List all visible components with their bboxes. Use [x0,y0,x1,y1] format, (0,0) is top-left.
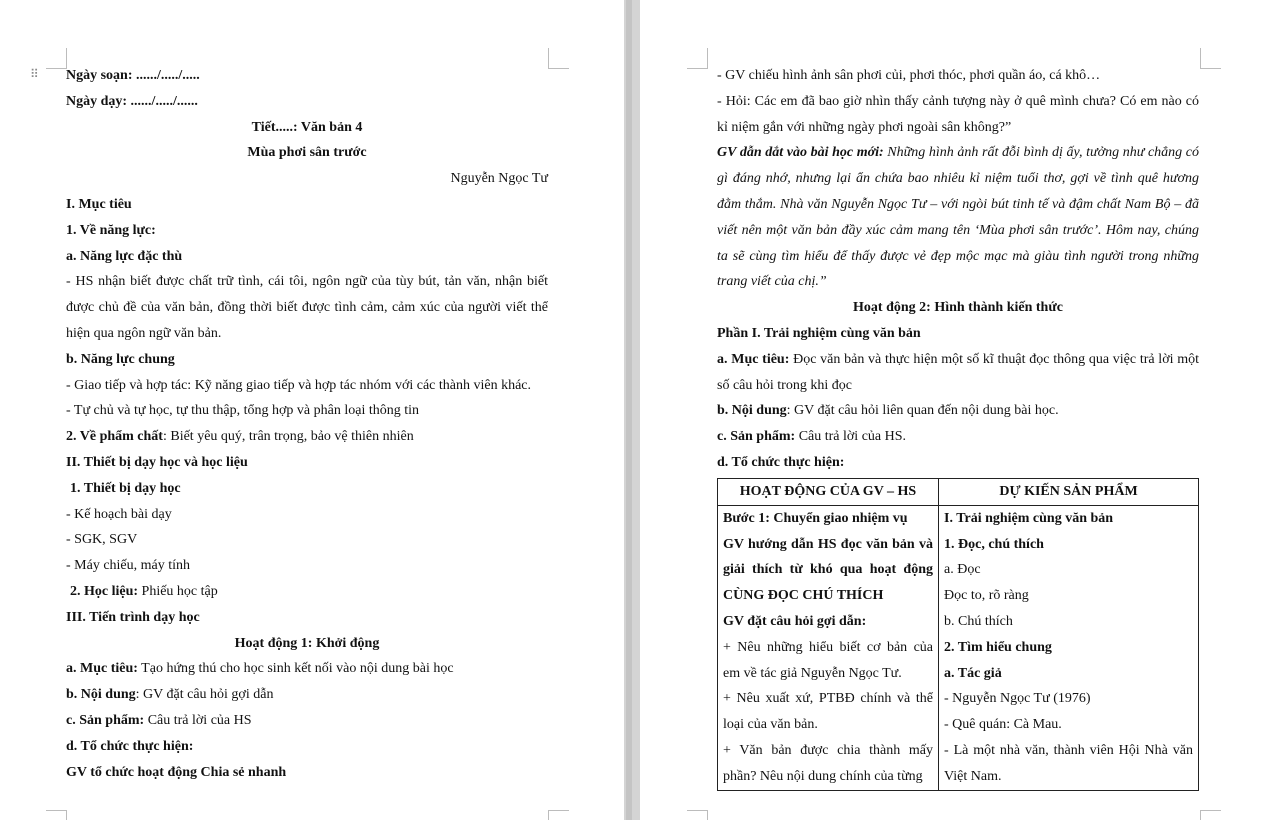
subsection-heading: 1. Thiết bị dạy học [70,480,181,496]
paragraph: - Hỏi: Các em đã bao giờ nhìn thấy cảnh tượng này ở quê mình chưa? Có em nào có kỉ niệm gắn với những ngày phơi ngoài sân không?” [717,93,1199,135]
paragraph: - Giao tiếp và hợp tác: Kỹ năng giao tiếp và hợp tác nhóm với các thành viên khác. [66,377,532,393]
label: c. Sản phẩm: [717,429,796,445]
list-item: - Kế hoạch bài dạy [66,506,172,522]
label: GV dẫn dắt vào bài học mới: [717,145,884,161]
list-item: - SGK, SGV [66,532,138,548]
paragraph [66,579,548,605]
text: : GV đặt câu hỏi liên quan đến nội dung bài học. [786,403,1059,419]
margin-corner-mark [46,48,67,69]
cell-line: b. Chú thích [944,613,1013,629]
subsection-heading: d. Tổ chức thực hiện: [66,738,194,754]
cell-line: - Là một nhà văn, thành viên Hội Nhà văn Việt Nam. [944,742,1193,784]
cell-line: a. Tác giả [944,665,1002,681]
page-gutter [624,0,640,820]
text: Đọc văn bản và thực hiện một số kĩ thuật đọc thông qua việc trả lời một số câu hỏi trong khi đọc [717,351,1199,393]
margin-corner-mark [46,810,67,820]
cell-line: Đọc to, rõ ràng [944,588,1029,604]
section-heading: II. Thiết bị dạy học và học liệu [66,454,248,470]
margin-corner-mark [1200,48,1221,69]
paragraph [717,398,1199,424]
cell-line: + Nêu xuất xứ, PTBĐ chính và thể loại của văn bản. [723,691,933,733]
cell-line: 2. Tìm hiểu chung [944,639,1052,655]
subsection-heading: 1. Về năng lực: [66,222,156,238]
cell-line: GV hướng dẫn HS đọc văn bản và giải thích từ khó qua hoạt động CÙNG ĐỌC CHÚ THÍCH [723,536,933,604]
paragraph [66,708,548,734]
subsection-heading: b. Năng lực chung [66,351,175,367]
paragraph: - GV chiếu hình ảnh sân phơi củi, phơi thóc, phơi quần áo, cá khô… [717,68,1101,83]
cell-line: I. Trải nghiệm cùng văn bản [944,510,1114,526]
text: Câu trả lời của HS. [795,429,907,445]
paragraph: - Tự chủ và tự học, tự thu thập, tổng hợp và phân loại thông tin [66,403,420,419]
cell-line: 1. Đọc, chú thích [944,536,1044,552]
label: 2. Về phẩm chất [66,429,163,445]
section-heading: III. Tiến trình dạy học [66,609,200,625]
margin-corner-mark [687,48,708,69]
cell-line: a. Đọc [944,562,981,578]
activity-heading: Hoạt động 1: Khởi động [234,635,380,651]
subsection-heading: d. Tổ chức thực hiện: [717,454,845,470]
paragraph [66,682,548,708]
label: b. Nội dung [717,403,787,419]
activity-heading: Hoạt động 2: Hình thành kiến thức [853,300,1063,316]
label: b. Nội dung [66,687,136,703]
text: Phiếu học tập [138,583,218,599]
paragraph [717,140,1199,295]
prep-date: Ngày soạn: ....../...../..... [66,68,200,83]
right-page-text[interactable] [717,63,1199,791]
table-header-cell: HOẠT ĐỘNG CỦA GV – HS [718,478,939,505]
margin-corner-mark [1200,810,1221,820]
subsection-heading: a. Năng lực đặc thù [66,248,183,264]
subsection-heading: Phần I. Trải nghiệm cùng văn bản [717,325,921,341]
section-heading: I. Mục tiêu [66,196,132,212]
margin-corner-mark [548,48,569,69]
table-cell-activities[interactable] [718,505,939,790]
paragraph [66,424,548,450]
table-cell-products[interactable] [939,505,1199,790]
label: a. Mục tiêu: [66,661,138,677]
text: Tạo hứng thú cho học sinh kết nối vào nội dung bài học [137,661,454,677]
margin-corner-mark [687,810,708,820]
label: a. Mục tiêu: [717,351,790,367]
label: 2. Học liệu: [70,583,139,599]
text: Câu trả lời của HS [144,712,252,728]
text: : Biết yêu quý, trân trọng, bảo vệ thiên nhiên [162,429,414,445]
paragraph [717,347,1199,399]
text: : GV đặt câu hỏi gợi dẫn [135,687,274,703]
cell-line: + Văn bản được chia thành mấy phần? Nêu nội dung chính của từng [723,742,933,784]
cell-line: GV đặt câu hỏi gợi dẫn: [723,613,867,629]
left-page-text[interactable] [66,63,548,785]
cell-line: - Quê quán: Cà Mau. [944,717,1062,733]
paragraph: - HS nhận biết được chất trữ tình, cái tôi, ngôn ngữ của tùy bút, tản văn, nhận biết được chủ đề của văn bản, đồng thời biết được tình cảm, cảm xúc của người viết thể hiện qua ngôn ngữ văn bản. [66,274,548,341]
paragraph [717,424,1199,450]
list-item: - Máy chiếu, máy tính [66,558,191,574]
paragraph [66,656,548,682]
subsection-heading: GV tổ chức hoạt động Chia sẻ nhanh [66,764,287,780]
lesson-number: Tiết.....: Văn bản 4 [251,119,363,135]
cell-line: - Nguyễn Ngọc Tư (1976) [944,691,1091,707]
table-header-row [718,478,1199,505]
lesson-title: Mùa phơi sân trước [247,145,367,161]
margin-corner-mark [548,810,569,820]
activity-table[interactable] [717,478,1199,791]
label: c. Sản phẩm: [66,712,145,728]
cell-line: Bước 1: Chuyển giao nhiệm vụ [723,510,908,526]
table-row [718,505,1199,790]
author-name: Nguyễn Ngọc Tư [450,171,548,187]
move-handle-icon[interactable]: ⠿ [30,67,38,81]
cell-line: + Nêu những hiểu biết cơ bản của em về tác giả Nguyễn Ngọc Tư. [723,639,933,681]
document-page-left [0,0,624,820]
document-page-right [640,0,1261,820]
teach-date: Ngày dạy: ....../...../...... [66,93,198,109]
text: Những hình ảnh rất đỗi bình dị ấy, tưởng như chẳng có gì đáng nhớ, nhưng lại ẩn chứa bao nhiêu kỉ niệm tuổi thơ, gợi về tình quê hương đằm thắm. Nhà văn Nguyễn Ngọc Tư – với ngòi bút tinh tế và đậm chất Nam Bộ – đã viết nên một văn bản đầy xúc cảm mang tên ‘Mùa phơi sân trước’. Hôm nay, chúng ta sẽ cùng tìm hiểu để thấy được vẻ đẹp mộc mạc mà giàu tình người trong những trang viết của chị.” [717,145,1200,290]
table-header-cell: DỰ KIẾN SẢN PHẨM [939,478,1199,505]
